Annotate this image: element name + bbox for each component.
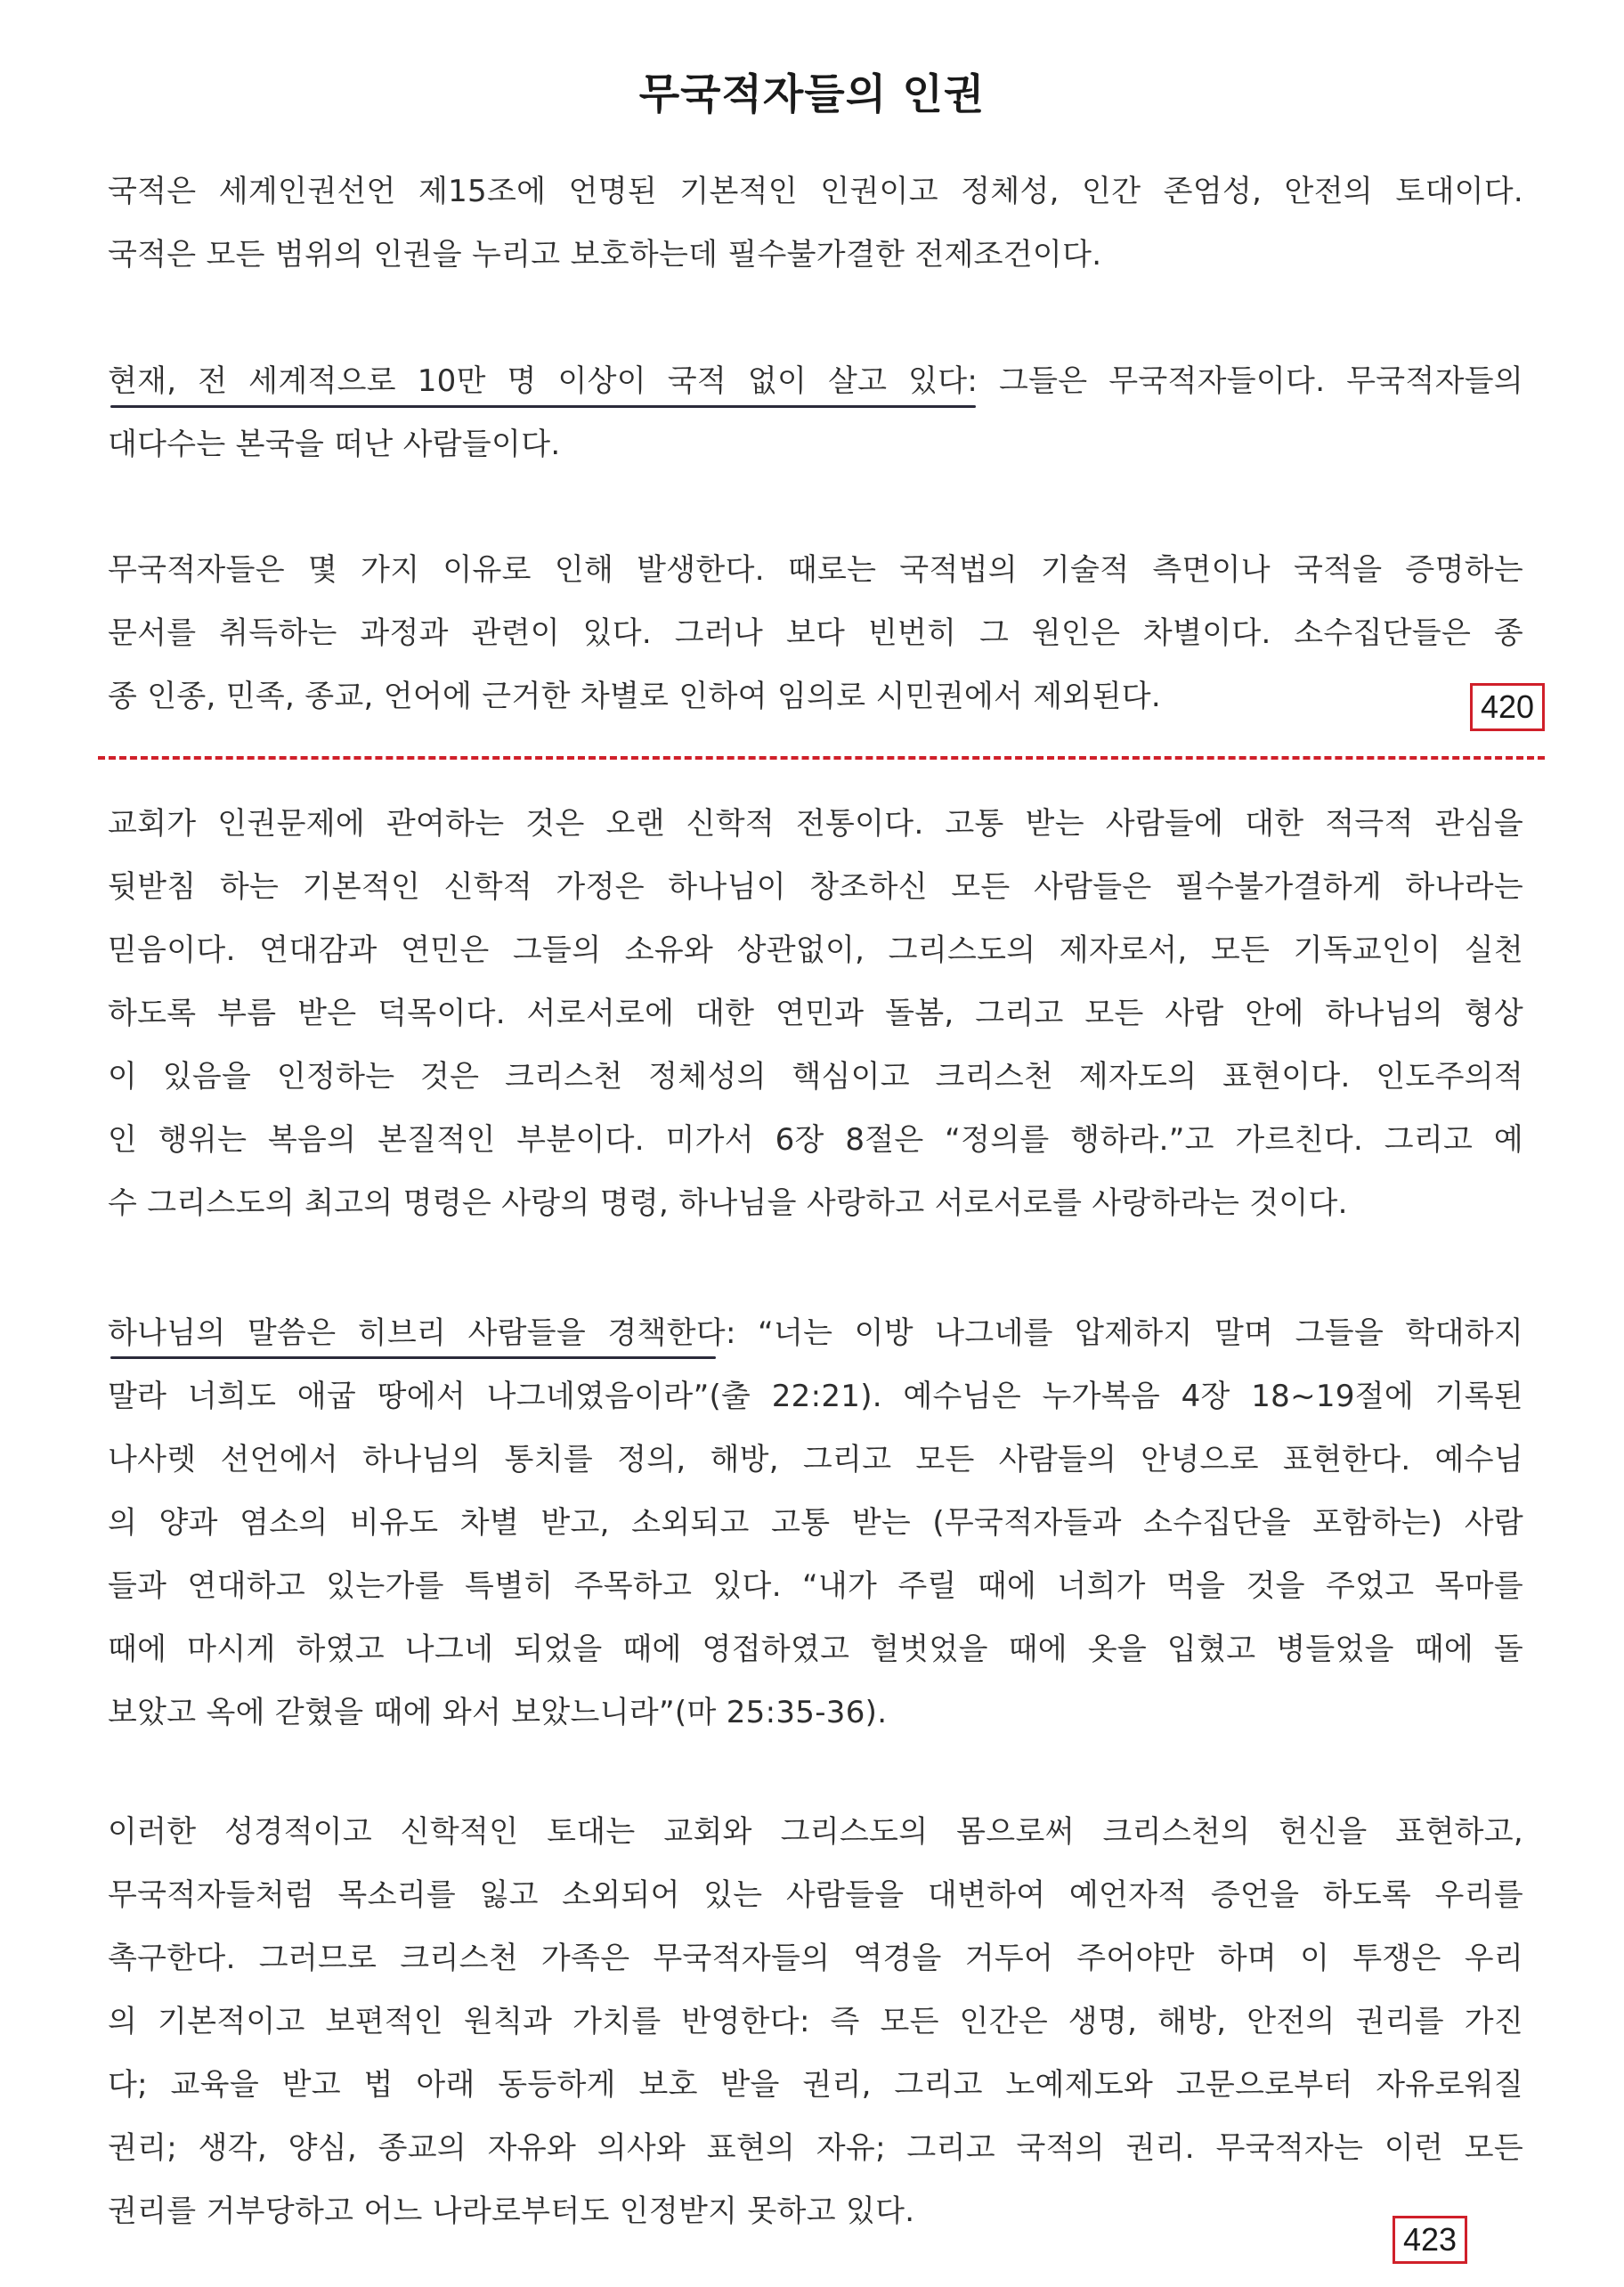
text-line: 믿음이다. 연대감과 연민은 그들의 소유와 상관없이, 그리스도의 제자로서, 모든 기독교인이 실천 bbox=[108, 932, 1523, 968]
text-line: 문서를 취득하는 과정과 관련이 있다. 그러나 보다 빈번히 그 원인은 차별이다. 소수집단들은 종 bbox=[108, 615, 1523, 651]
text-line: 나사렛 선언에서 하나님의 통치를 정의, 해방, 그리고 모든 사람들의 안녕으로 표현한다. 예수님 bbox=[108, 1442, 1523, 1477]
text-line: 수 그리스도의 최고의 명령은 사랑의 명령, 하나님을 사랑하고 서로서로를 사랑하라는 것이다. bbox=[108, 1185, 1348, 1221]
paragraph bbox=[108, 1302, 1523, 1745]
page-title: 무국적자들의 인권 bbox=[638, 70, 986, 120]
text-line: 의 양과 염소의 비유도 차별 받고, 소외되고 고통 받는 (무국적자들과 소수집단을 포함하는) 사람 bbox=[108, 1505, 1523, 1541]
text-line: 다; 교육을 받고 법 아래 동등하게 보호 받을 권리, 그리고 노예제도와 고문으로부터 자유로워질 bbox=[108, 2067, 1523, 2103]
text-line: 무국적자들은 몇 가지 이유로 인해 발생한다. 때로는 국적법의 기술적 측면이나 국적을 증명하는 bbox=[108, 552, 1523, 588]
text-line: 교회가 인권문제에 관여하는 것은 오랜 신학적 전통이다. 고통 받는 사람들에 대한 적극적 관심을 bbox=[108, 806, 1523, 842]
text-line: 권리; 생각, 양심, 종교의 자유와 의사와 표현의 자유; 그리고 국적의 권리. 무국적자는 이런 모든 bbox=[108, 2130, 1523, 2166]
handwritten-underline bbox=[110, 405, 976, 408]
text-line: 촉구한다. 그러므로 크리스천 가족은 무국적자들의 역경을 거두어 주어야만 하며 이 투쟁은 우리 bbox=[108, 1941, 1523, 1976]
text-line: 때에 마시게 하였고 나그네 되었을 때에 영접하였고 헐벗었을 때에 옷을 입혔고 병들었을 때에 돌 bbox=[108, 1632, 1523, 1667]
text-line: 뒷받침 하는 기본적인 신학적 가정은 하나님이 창조하신 모든 사람들은 필수불가결하게 하나라는 bbox=[108, 869, 1523, 905]
text-line: 이러한 성경적이고 신학적인 토대는 교회와 그리스도의 몸으로써 크리스천의 헌신을 표현하고, bbox=[108, 1814, 1523, 1850]
page-number-box: 420 bbox=[1470, 683, 1545, 731]
page-break-divider bbox=[98, 756, 1545, 760]
text-line: 인 행위는 복음의 본질적인 부분이다. 미가서 6장 8절은 “정의를 행하라.”고 가르친다. 그리고 예 bbox=[108, 1122, 1523, 1158]
page-number-box: 423 bbox=[1393, 2216, 1467, 2264]
text-line: 들과 연대하고 있는가를 특별히 주목하고 있다. “내가 주릴 때에 너희가 먹을 것을 주었고 목마를 bbox=[108, 1568, 1523, 1604]
paragraph bbox=[108, 350, 1523, 476]
paragraph bbox=[108, 539, 1523, 728]
text-line: 대다수는 본국을 떠난 사람들이다. bbox=[108, 427, 561, 462]
text-line: 국적은 모든 범위의 인권을 누리고 보호하는데 필수불가결한 전제조건이다. bbox=[108, 237, 1102, 273]
text-line: 보았고 옥에 갇혔을 때에 와서 보았느니라”(마 25:35-36). bbox=[108, 1695, 888, 1730]
text-line: 이 있음을 인정하는 것은 크리스천 정체성의 핵심이고 크리스천 제자도의 표현이다. 인도주의적 bbox=[108, 1059, 1523, 1095]
text-line: 현재, 전 세계적으로 10만 명 이상이 국적 없이 살고 있다: 그들은 무국적자들이다. 무국적자들의 bbox=[108, 363, 1523, 399]
text-line: 종 인종, 민족, 종교, 언어에 근거한 차별로 인하여 임의로 시민권에서 제외된다. bbox=[108, 679, 1161, 714]
paragraph bbox=[108, 1801, 1523, 2243]
handwritten-underline bbox=[110, 1356, 716, 1359]
text-line: 하도록 부름 받은 덕목이다. 서로서로에 대한 연민과 돌봄, 그리고 모든 사람 안에 하나님의 형상 bbox=[108, 996, 1523, 1031]
text-line: 무국적자들처럼 목소리를 잃고 소외되어 있는 사람들을 대변하여 예언자적 증언을 하도록 우리를 bbox=[108, 1877, 1523, 1913]
text-line: 의 기본적이고 보편적인 원칙과 가치를 반영한다: 즉 모든 인간은 생명, 해방, 안전의 권리를 가진 bbox=[108, 2004, 1523, 2039]
text-line: 말라 너희도 애굽 땅에서 나그네였음이라”(출 22:21). 예수님은 누가복음 4장 18~19절에 기록된 bbox=[108, 1379, 1523, 1414]
paragraph bbox=[108, 160, 1523, 287]
paragraph bbox=[108, 793, 1523, 1235]
text-line: 국적은 세계인권선언 제15조에 언명된 기본적인 인권이고 정체성, 인간 존엄성, 안전의 토대이다. bbox=[108, 174, 1523, 209]
text-line: 권리를 거부당하고 어느 나라로부터도 인정받지 못하고 있다. bbox=[108, 2193, 915, 2229]
text-line: 하나님의 말씀은 히브리 사람들을 경책한다: “너는 이방 나그네를 압제하지 말며 그들을 학대하지 bbox=[108, 1315, 1523, 1351]
